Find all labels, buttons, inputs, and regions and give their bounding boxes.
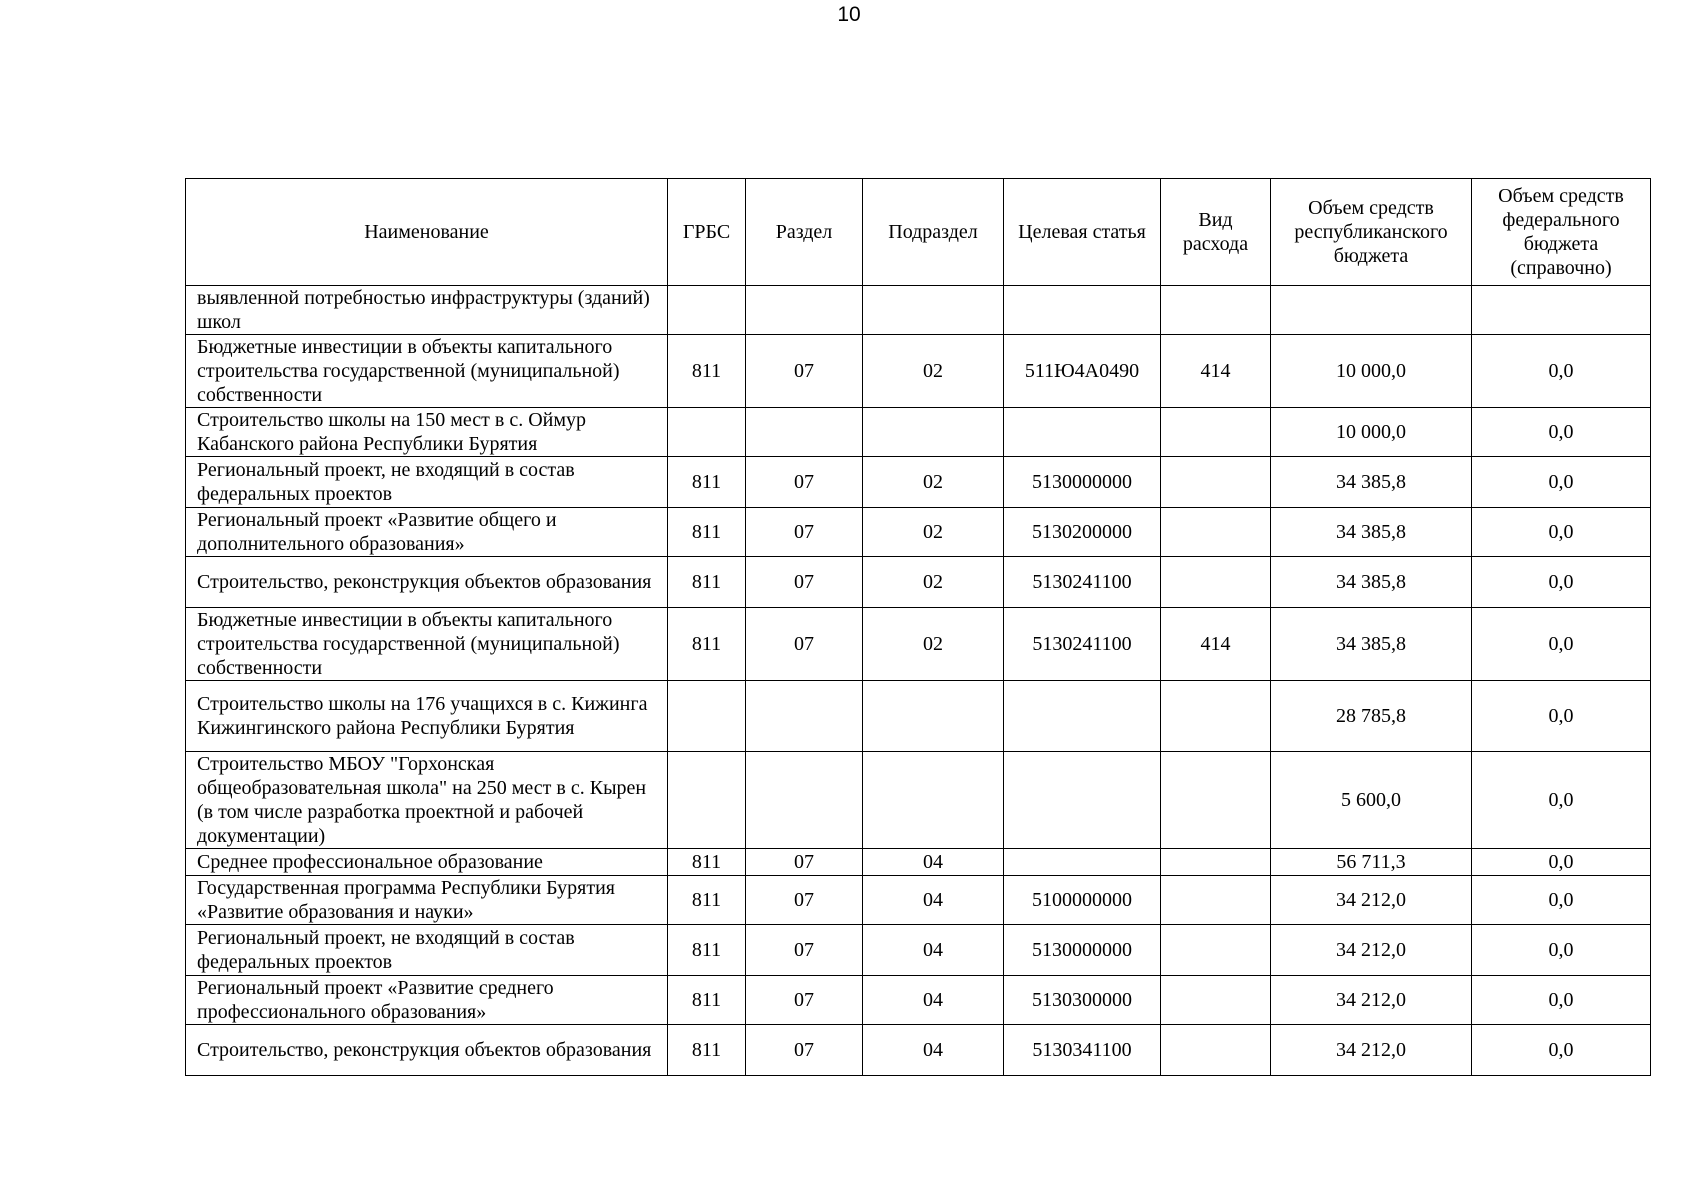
cell-expense-type — [1161, 925, 1271, 976]
cell-expense-type — [1161, 286, 1271, 335]
cell-grbs: 811 — [668, 876, 746, 925]
cell-republic-budget: 28 785,8 — [1271, 681, 1472, 752]
cell-grbs: 811 — [668, 925, 746, 976]
cell-republic-budget: 10 000,0 — [1271, 335, 1472, 408]
header-target-article: Целевая статья — [1004, 179, 1161, 286]
cell-name: выявленной потребностью инфраструктуры (зданий) школ — [186, 286, 668, 335]
header-name: Наименование — [186, 179, 668, 286]
cell-federal-budget: 0,0 — [1472, 976, 1651, 1025]
cell-razdel: 07 — [746, 335, 863, 408]
table-row — [186, 752, 1651, 849]
cell-razdel — [746, 681, 863, 752]
cell-razdel: 07 — [746, 608, 863, 681]
cell-republic-budget: 34 212,0 — [1271, 876, 1472, 925]
table-row — [186, 849, 1651, 876]
cell-target-article: 5130241100 — [1004, 608, 1161, 681]
cell-target-article — [1004, 752, 1161, 849]
cell-name: Строительство, реконструкция объектов образования — [186, 557, 668, 608]
cell-republic-budget: 34 385,8 — [1271, 457, 1472, 508]
cell-target-article: 5130300000 — [1004, 976, 1161, 1025]
cell-name: Региональный проект, не входящий в состав федеральных проектов — [186, 925, 668, 976]
table-row — [186, 335, 1651, 408]
cell-republic-budget: 10 000,0 — [1271, 408, 1472, 457]
table-row — [186, 408, 1651, 457]
cell-expense-type — [1161, 457, 1271, 508]
cell-name: Строительство школы на 176 учащихся в с. Кижинга Кижингинского района Республики Бурятия — [186, 681, 668, 752]
cell-federal-budget: 0,0 — [1472, 457, 1651, 508]
cell-podrazdel — [863, 286, 1004, 335]
cell-podrazdel: 04 — [863, 876, 1004, 925]
cell-republic-budget: 34 212,0 — [1271, 976, 1472, 1025]
cell-target-article — [1004, 408, 1161, 457]
cell-name: Региональный проект «Развитие среднего профессионального образования» — [186, 976, 668, 1025]
cell-republic-budget: 5 600,0 — [1271, 752, 1472, 849]
cell-razdel — [746, 286, 863, 335]
cell-grbs: 811 — [668, 976, 746, 1025]
table-row — [186, 608, 1651, 681]
cell-razdel: 07 — [746, 849, 863, 876]
cell-razdel: 07 — [746, 976, 863, 1025]
cell-federal-budget: 0,0 — [1472, 408, 1651, 457]
cell-grbs: 811 — [668, 457, 746, 508]
cell-grbs — [668, 752, 746, 849]
cell-podrazdel: 02 — [863, 608, 1004, 681]
cell-name: Среднее профессиональное образование — [186, 849, 668, 876]
cell-razdel — [746, 408, 863, 457]
cell-podrazdel: 04 — [863, 925, 1004, 976]
cell-name: Бюджетные инвестиции в объекты капитального строительства государственной (муниципальной) собственности — [186, 608, 668, 681]
cell-name: Государственная программа Республики Бурятия «Развитие образования и науки» — [186, 876, 668, 925]
cell-federal-budget: 0,0 — [1472, 557, 1651, 608]
cell-expense-type — [1161, 752, 1271, 849]
cell-target-article: 5130341100 — [1004, 1025, 1161, 1076]
cell-grbs: 811 — [668, 335, 746, 408]
cell-razdel: 07 — [746, 457, 863, 508]
table-row — [186, 508, 1651, 557]
cell-podrazdel — [863, 408, 1004, 457]
cell-federal-budget: 0,0 — [1472, 335, 1651, 408]
cell-target-article — [1004, 681, 1161, 752]
cell-federal-budget: 0,0 — [1472, 876, 1651, 925]
cell-name: Строительство, реконструкция объектов образования — [186, 1025, 668, 1076]
cell-republic-budget: 56 711,3 — [1271, 849, 1472, 876]
cell-target-article: 5130000000 — [1004, 925, 1161, 976]
cell-podrazdel — [863, 681, 1004, 752]
cell-name: Бюджетные инвестиции в объекты капитального строительства государственной (муниципальной) собственности — [186, 335, 668, 408]
cell-target-article: 5130241100 — [1004, 557, 1161, 608]
cell-expense-type — [1161, 508, 1271, 557]
cell-federal-budget: 0,0 — [1472, 681, 1651, 752]
cell-razdel: 07 — [746, 876, 863, 925]
header-grbs: ГРБС — [668, 179, 746, 286]
cell-expense-type — [1161, 1025, 1271, 1076]
header-razdel: Раздел — [746, 179, 863, 286]
table-row — [186, 457, 1651, 508]
table-row — [186, 925, 1651, 976]
cell-name: Региональный проект «Развитие общего и дополнительного образования» — [186, 508, 668, 557]
cell-razdel — [746, 752, 863, 849]
cell-podrazdel: 02 — [863, 508, 1004, 557]
cell-republic-budget: 34 212,0 — [1271, 1025, 1472, 1076]
cell-federal-budget — [1472, 286, 1651, 335]
cell-expense-type — [1161, 876, 1271, 925]
page-number: 10 — [837, 3, 861, 26]
cell-podrazdel: 04 — [863, 849, 1004, 876]
cell-expense-type — [1161, 849, 1271, 876]
cell-federal-budget: 0,0 — [1472, 752, 1651, 849]
cell-federal-budget: 0,0 — [1472, 849, 1651, 876]
cell-target-article: 511Ю4А0490 — [1004, 335, 1161, 408]
header-federal-budget: Объем средств федерального бюджета (справочно) — [1472, 179, 1651, 286]
cell-republic-budget — [1271, 286, 1472, 335]
cell-grbs: 811 — [668, 508, 746, 557]
budget-table — [185, 178, 1651, 1076]
cell-target-article — [1004, 286, 1161, 335]
cell-razdel: 07 — [746, 925, 863, 976]
table-row — [186, 681, 1651, 752]
cell-federal-budget: 0,0 — [1472, 925, 1651, 976]
cell-expense-type — [1161, 976, 1271, 1025]
cell-name: Строительство МБОУ "Горхонская общеобразовательная школа" на 250 мест в с. Кырен (в том числе разработка проектной и рабочей документации) — [186, 752, 668, 849]
cell-grbs: 811 — [668, 1025, 746, 1076]
cell-expense-type — [1161, 408, 1271, 457]
table-row — [186, 876, 1651, 925]
cell-federal-budget: 0,0 — [1472, 1025, 1651, 1076]
header-republic-budget: Объем средств республиканского бюджета — [1271, 179, 1472, 286]
cell-podrazdel: 02 — [863, 335, 1004, 408]
cell-republic-budget: 34 385,8 — [1271, 608, 1472, 681]
cell-expense-type: 414 — [1161, 608, 1271, 681]
cell-razdel: 07 — [746, 508, 863, 557]
cell-podrazdel: 04 — [863, 976, 1004, 1025]
cell-grbs — [668, 681, 746, 752]
cell-target-article: 5100000000 — [1004, 876, 1161, 925]
cell-podrazdel — [863, 752, 1004, 849]
cell-federal-budget: 0,0 — [1472, 508, 1651, 557]
table-row — [186, 1025, 1651, 1076]
cell-grbs: 811 — [668, 557, 746, 608]
cell-name: Региональный проект, не входящий в состав федеральных проектов — [186, 457, 668, 508]
cell-target-article: 5130200000 — [1004, 508, 1161, 557]
cell-grbs: 811 — [668, 608, 746, 681]
cell-name: Строительство школы на 150 мест в с. Оймур Кабанского района Республики Бурятия — [186, 408, 668, 457]
table-row — [186, 557, 1651, 608]
table-row — [186, 976, 1651, 1025]
cell-podrazdel: 04 — [863, 1025, 1004, 1076]
cell-razdel: 07 — [746, 557, 863, 608]
cell-expense-type — [1161, 557, 1271, 608]
cell-expense-type: 414 — [1161, 335, 1271, 408]
cell-republic-budget: 34 385,8 — [1271, 557, 1472, 608]
cell-grbs — [668, 408, 746, 457]
cell-podrazdel: 02 — [863, 457, 1004, 508]
cell-republic-budget: 34 212,0 — [1271, 925, 1472, 976]
cell-expense-type — [1161, 681, 1271, 752]
header-podrazdel: Подраздел — [863, 179, 1004, 286]
cell-razdel: 07 — [746, 1025, 863, 1076]
header-expense-type: Вид расхода — [1161, 179, 1271, 286]
header-row — [186, 179, 1651, 286]
cell-podrazdel: 02 — [863, 557, 1004, 608]
cell-target-article — [1004, 849, 1161, 876]
cell-republic-budget: 34 385,8 — [1271, 508, 1472, 557]
table-row — [186, 286, 1651, 335]
cell-target-article: 5130000000 — [1004, 457, 1161, 508]
table-body — [186, 286, 1651, 1076]
cell-grbs — [668, 286, 746, 335]
cell-grbs: 811 — [668, 849, 746, 876]
cell-federal-budget: 0,0 — [1472, 608, 1651, 681]
